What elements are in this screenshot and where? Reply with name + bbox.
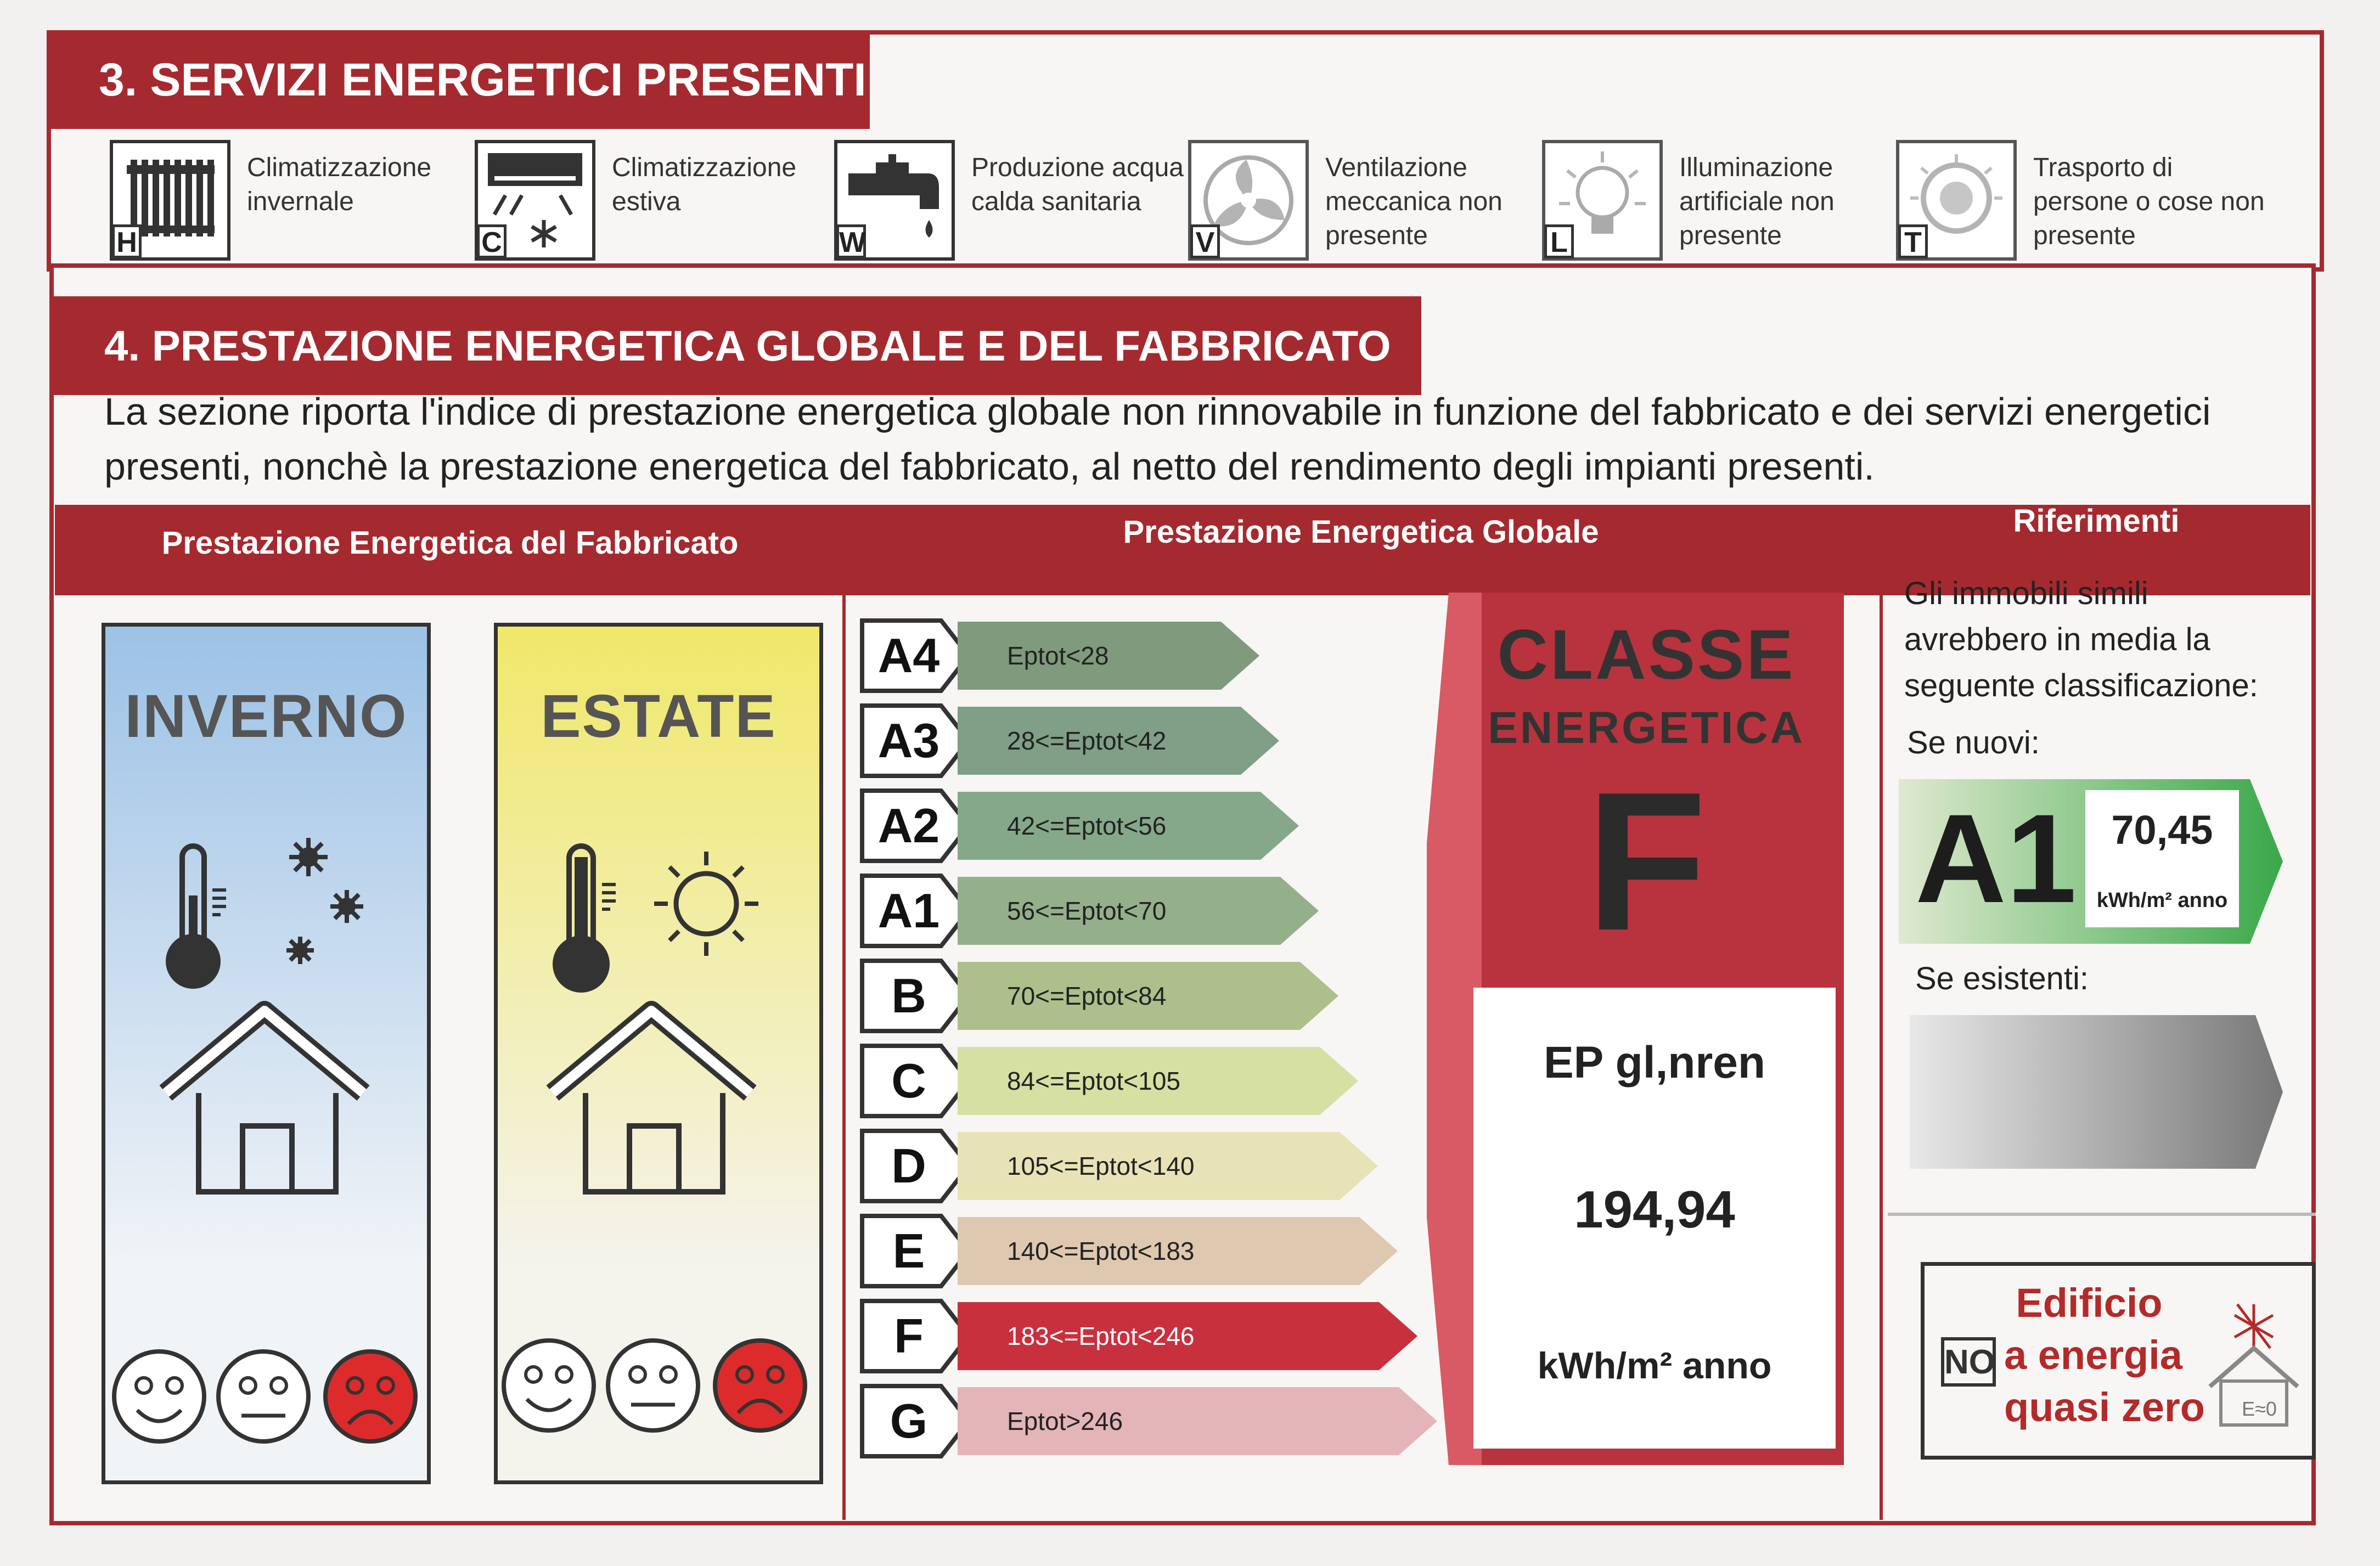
service-letter: C <box>477 224 507 258</box>
energy-band-b <box>859 957 1435 1034</box>
nzeb-box <box>1921 1262 2316 1460</box>
band-range-label: 56<=Eptot<70 <box>1007 897 1167 925</box>
energy-band-a3 <box>859 702 1435 779</box>
riferimenti-divider <box>1888 1213 2316 1216</box>
band-range-label: 183<=Eptot<246 <box>1007 1322 1195 1350</box>
reference-new-unit: kWh/m² anno <box>2096 889 2228 912</box>
thermometer-sun-house-icon <box>542 835 783 1263</box>
energy-band-a2 <box>859 787 1435 864</box>
band-class-label: F <box>894 1309 924 1363</box>
reference-existing-class <box>1910 1015 2283 1169</box>
band-class-label: A4 <box>877 628 940 683</box>
riferimenti-intro: Gli immobili simili avrebbero in media la seguente classificazione: <box>1904 576 2258 703</box>
winter-title: INVERNO <box>125 683 408 750</box>
column-divider <box>842 549 846 1520</box>
column-header-fabbricato: Prestazione Energetica del Fabbricato <box>161 525 739 561</box>
winter-rating-faces <box>110 1344 428 1449</box>
nzeb-icon-text: E≈0 <box>2242 1398 2277 1420</box>
band-class-label: E <box>892 1224 925 1278</box>
band-range-label: 70<=Eptot<84 <box>1007 982 1167 1010</box>
classe-label: CLASSE <box>1497 616 1796 694</box>
service-label: Climatizzazione estiva <box>612 153 797 216</box>
column-divider <box>1880 538 1883 1520</box>
summer-rating-faces <box>499 1333 818 1438</box>
ep-value-box <box>1473 988 1836 1449</box>
service-label: Trasporto di persone o cose non presente <box>2033 153 2265 250</box>
band-range-label: 140<=Eptot<183 <box>1007 1237 1195 1265</box>
band-class-label: G <box>890 1394 928 1448</box>
happy-face-icon <box>114 1351 204 1441</box>
section-4-title: 4. PRESTAZIONE ENERGETICA GLOBALE E DEL FABBRICATO <box>49 296 1421 395</box>
riferimenti-nuovi-label: Se nuovi: <box>1907 725 2040 761</box>
ep-value: 194,94 <box>1574 1180 1735 1239</box>
energy-band-d <box>859 1128 1435 1204</box>
fan-icon <box>1188 140 1309 261</box>
band-class-label: A3 <box>877 713 940 768</box>
band-class-label: A1 <box>877 883 940 938</box>
energy-class-letter: F <box>1586 751 1707 972</box>
neutral-face-icon <box>608 1340 698 1430</box>
energy-band-a4 <box>859 617 1435 694</box>
summer-title: ESTATE <box>541 683 777 750</box>
service-letter: T <box>1898 224 1928 258</box>
band-range-label: Eptot>246 <box>1007 1407 1123 1435</box>
radiator-icon <box>110 140 230 261</box>
service-letter: H <box>112 224 142 258</box>
band-class-label: A2 <box>877 798 940 853</box>
neutral-face-icon <box>218 1351 308 1441</box>
band-range-label: 105<=Eptot<140 <box>1007 1152 1195 1180</box>
thermometer-snow-house-icon <box>155 835 385 1263</box>
service-letter: W <box>836 224 866 258</box>
energy-band-c <box>859 1043 1435 1119</box>
lightbulb-icon <box>1542 140 1663 261</box>
classe-energetica-box <box>1449 593 1844 1465</box>
section-4-description: La sezione riporta l'indice di prestazione energetica globale non rinnovabile in funzione del fabbricato e dei servizi energetici presenti, nonchè la prestazione energetica del fabbricato, al netto del rendimento degli impianti presenti. <box>104 390 2211 488</box>
ep-label: EP gl,nren <box>1543 1038 1766 1088</box>
riferimenti-esistenti-label: Se esistenti: <box>1915 961 2089 996</box>
nzeb-line3: quasi zero <box>2004 1384 2205 1430</box>
band-class-label: B <box>891 968 926 1023</box>
band-range-label: 42<=Eptot<56 <box>1007 812 1167 840</box>
band-range-label: 84<=Eptot<105 <box>1007 1067 1180 1095</box>
service-label: Produzione acqua calda sanitaria <box>971 153 1184 216</box>
nzeb-line2: a energia <box>2004 1332 2182 1378</box>
energetica-label: ENERGETICA <box>1488 703 1805 753</box>
band-range-label: 28<=Eptot<42 <box>1007 726 1167 755</box>
nzeb-no-flag: NO <box>1941 1337 1996 1387</box>
energy-class-scale <box>859 617 1435 1473</box>
column-header-globale: Prestazione Energetica Globale <box>1123 514 1599 550</box>
faucet-icon <box>834 140 955 261</box>
reference-new-class-letter: A1 <box>1915 788 2077 929</box>
reference-new-value: 70,45 <box>2111 807 2213 853</box>
band-range-label: Eptot<28 <box>1007 641 1109 670</box>
nzeb-line1: Edificio <box>2016 1280 2163 1326</box>
service-label: Climatizzazione invernale <box>247 153 432 216</box>
energy-band-e <box>859 1213 1435 1289</box>
section-3-title: 3. SERVIZI ENERGETICI PRESENTI <box>47 30 870 129</box>
energy-band-f <box>859 1298 1435 1375</box>
energy-band-g <box>859 1383 1435 1460</box>
service-label: Ventilazione meccanica non presente <box>1325 153 1503 250</box>
band-class-label: D <box>891 1139 926 1193</box>
energy-band-a1 <box>859 872 1435 949</box>
band-class-label: C <box>891 1054 926 1108</box>
happy-face-icon <box>504 1340 594 1430</box>
reference-new-class <box>1899 779 2283 944</box>
air-conditioner-icon <box>475 140 595 261</box>
ep-unit: kWh/m² anno <box>1537 1345 1772 1387</box>
sad-face-icon <box>715 1340 805 1430</box>
elevator-icon <box>1896 140 2017 261</box>
service-letter: L <box>1544 224 1574 258</box>
sad-face-icon <box>325 1351 415 1441</box>
service-letter: V <box>1190 224 1220 258</box>
column-header-riferimenti: Riferimenti <box>2013 503 2180 539</box>
service-label: Illuminazione artificiale non presente <box>1679 153 1835 250</box>
